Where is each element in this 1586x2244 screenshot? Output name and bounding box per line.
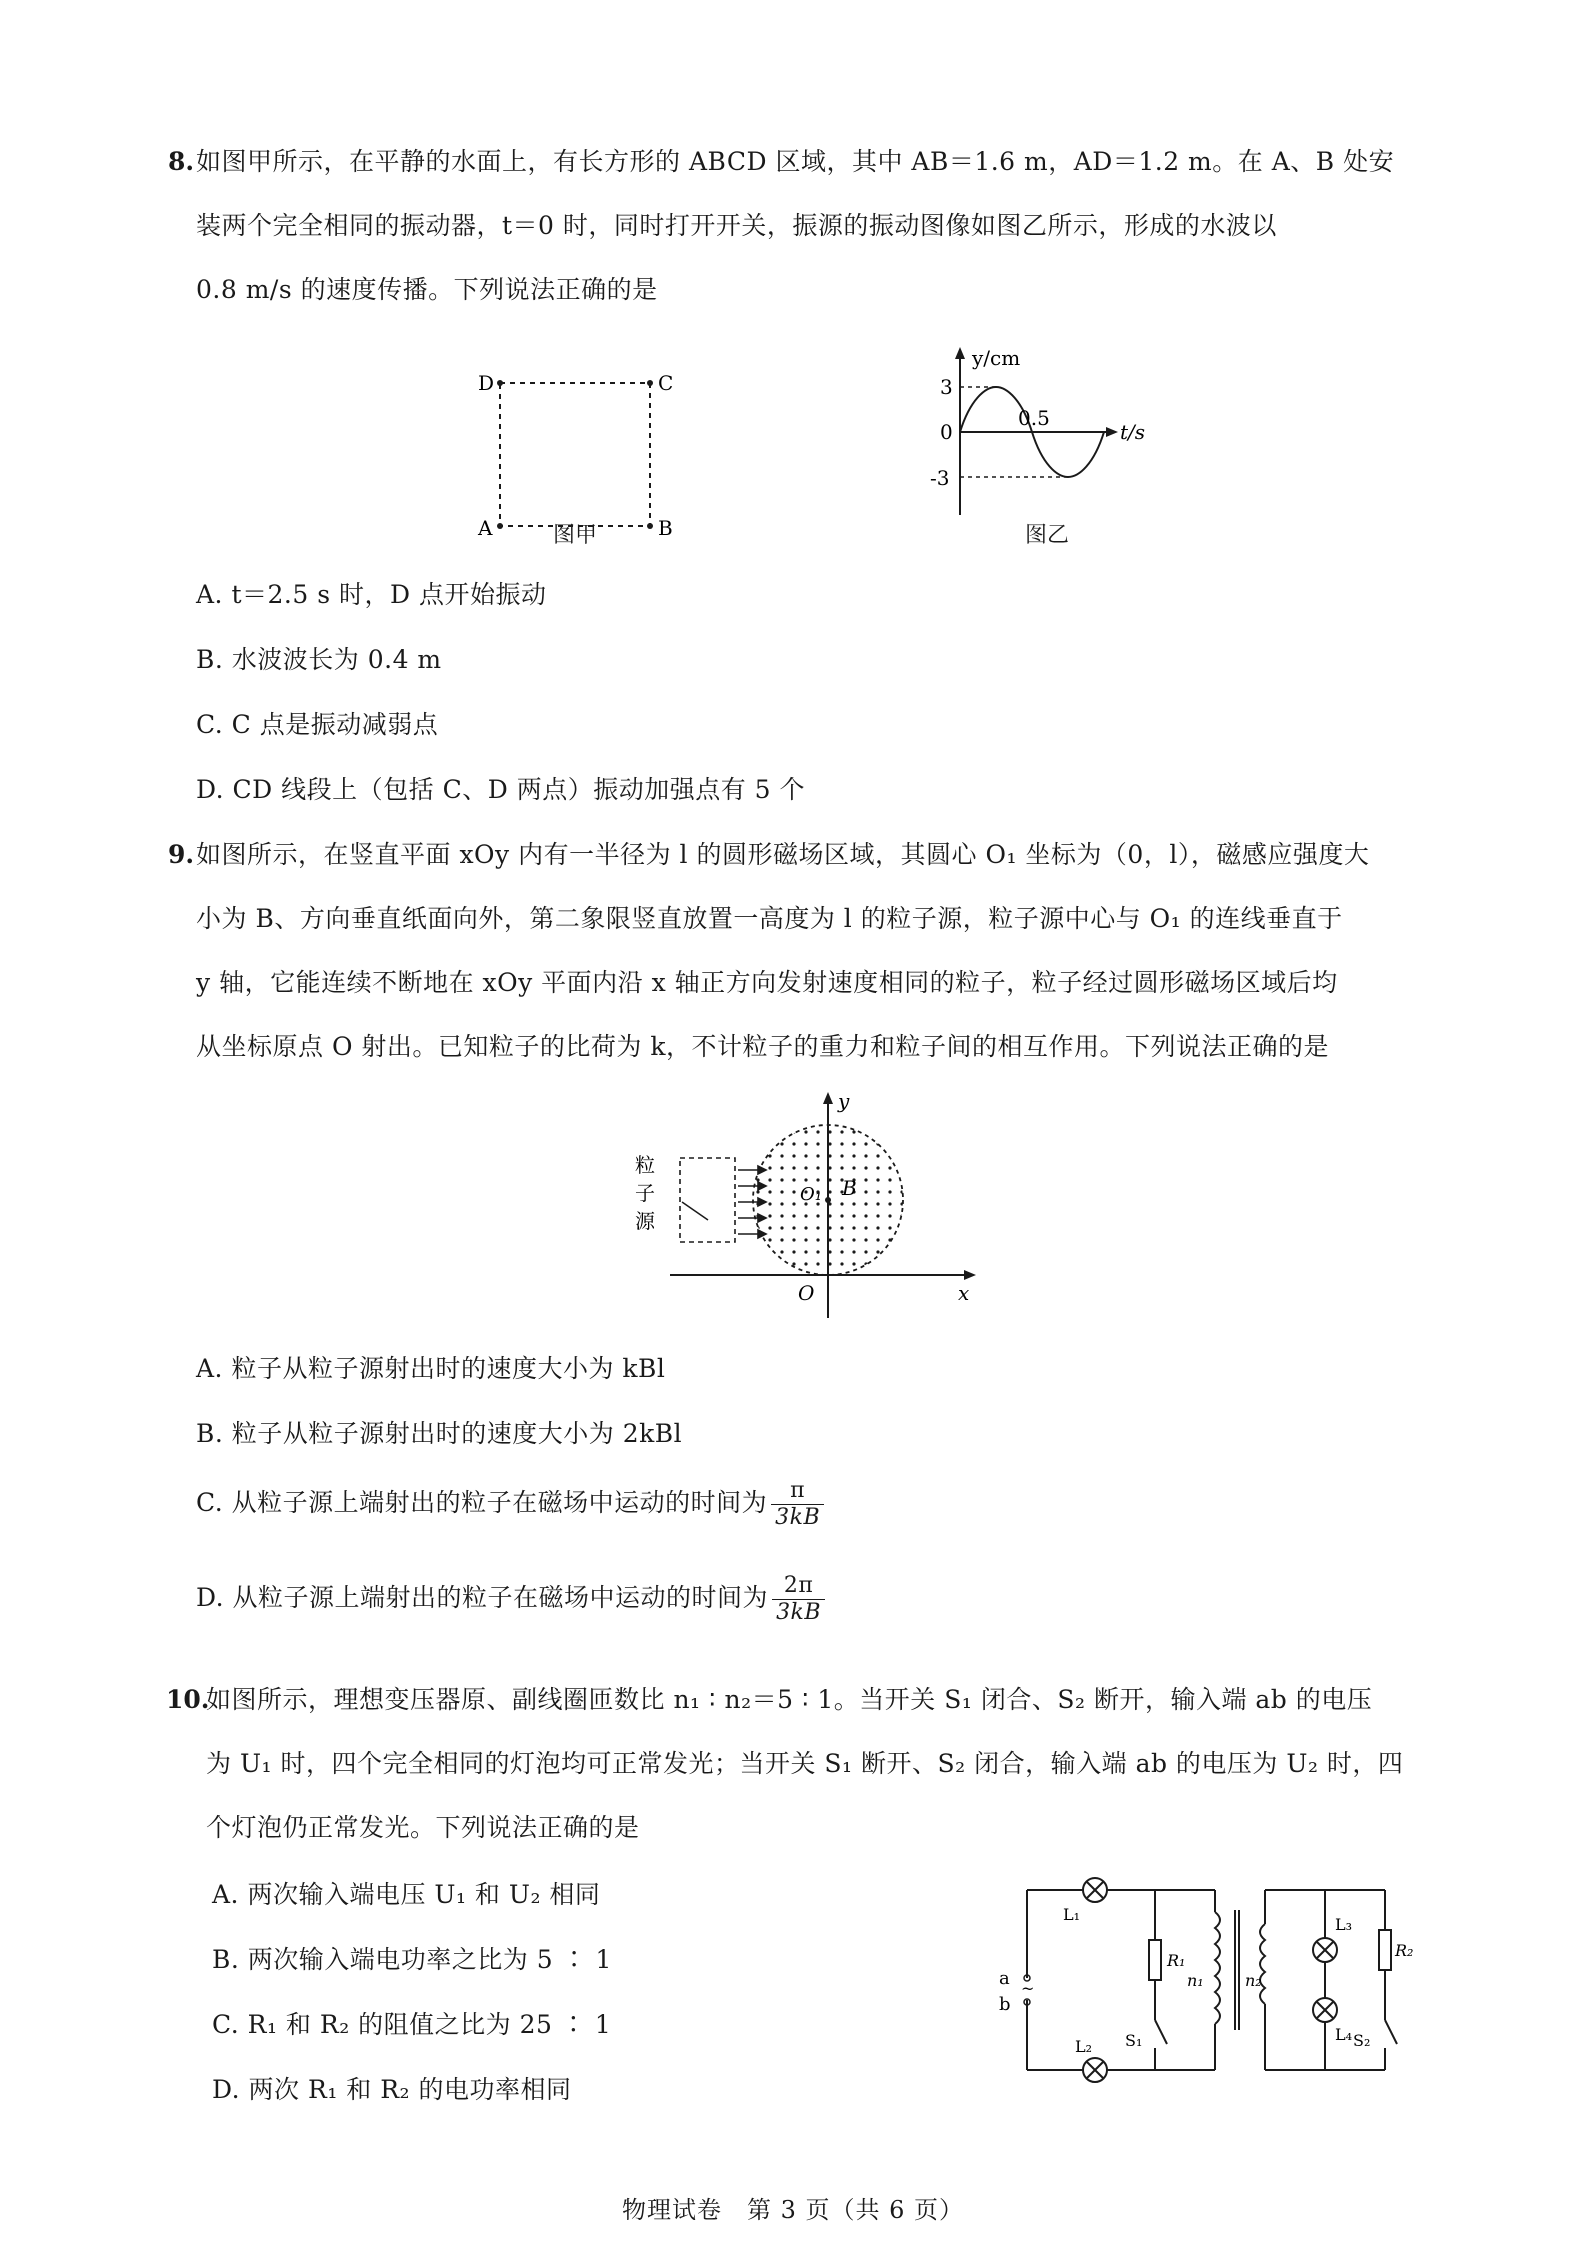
terminal-a: a: [999, 1968, 1010, 1989]
question-8-line-3: 0.8 m/s 的速度传播。下列说法正确的是: [196, 275, 658, 304]
q9-option-b: B. 粒子从粒子源射出时的速度大小为 2kBl: [196, 1419, 683, 1448]
label-R1: R₁: [1167, 1951, 1186, 1970]
question-10-number: 10.: [166, 1685, 210, 1714]
q9-option-d-numerator: 2π: [772, 1573, 825, 1600]
figure-jia-caption: 图甲: [553, 523, 598, 548]
question-9-line-1: 如图所示，在竖直平面 xOy 内有一半径为 l 的圆形磁场区域，其圆心 O₁ 坐标为（0，l），磁感应强度大: [196, 840, 1370, 869]
question-9-number: 9.: [168, 840, 195, 869]
q8-option-a: A. t＝2.5 s 时，D 点开始振动: [196, 580, 547, 609]
source-label-1: 粒: [635, 1153, 655, 1177]
q10-option-d: D. 两次 R₁ 和 R₂ 的电功率相同: [212, 2075, 572, 2104]
question-10-line-2: 为 U₁ 时，四个完全相同的灯泡均可正常发光；当开关 S₁ 断开、S₂ 闭合，输入端 ab 的电压为 U₂ 时，四: [206, 1749, 1404, 1778]
question-8-line-1: 如图甲所示，在平静的水面上，有长方形的 ABCD 区域，其中 AB＝1.6 m，AD＝1.2 m。在 A、B 处安: [196, 147, 1395, 176]
q9-option-c-numerator: π: [771, 1478, 824, 1505]
q9-option-c-denominator: 3kB: [775, 1505, 821, 1530]
label-B: B: [658, 516, 673, 540]
terminal-b: b: [999, 1994, 1011, 2015]
figure-magnetic-field: [620, 1090, 1000, 1320]
figure-transformer-circuit: [975, 1860, 1415, 2100]
figure-yi-wave: [900, 345, 1160, 525]
q9-option-c-fraction: [771, 1478, 824, 1531]
origin-label: O: [798, 1281, 815, 1305]
q8-option-c: C. C 点是振动减弱点: [196, 710, 439, 739]
label-D: D: [478, 371, 495, 395]
page-footer: 物理试卷 第 3 页（共 6 页）: [621, 2196, 965, 2224]
question-8-number: 8.: [168, 147, 195, 176]
q9-option-c-text: C. 从粒子源上端射出的粒子在磁场中运动的时间为: [196, 1488, 768, 1517]
wave-tick-top: 3: [940, 375, 953, 399]
wave-tick-x: 0.5: [1018, 406, 1050, 430]
wave-tick-bottom: -3: [930, 466, 950, 490]
q9-option-a: A. 粒子从粒子源射出时的速度大小为 kBl: [196, 1354, 666, 1383]
label-L3: L₃: [1335, 1915, 1353, 1934]
wave-tick-zero: 0: [940, 420, 953, 444]
wave-ylabel: y/cm: [972, 346, 1021, 370]
q9-option-d-denominator: 3kB: [776, 1600, 822, 1625]
axis-x-label: x: [958, 1281, 970, 1305]
q8-option-b: B. 水波波长为 0.4 m: [196, 645, 442, 674]
label-n2: n₂: [1245, 1971, 1262, 1990]
label-R2: R₂: [1395, 1941, 1414, 1960]
question-10-line-1: 如图所示，理想变压器原、副线圈匝数比 n₁ ∶ n₂＝5 ∶ 1。当开关 S₁ 闭合、S₂ 断开，输入端 ab 的电压: [206, 1685, 1373, 1714]
label-L4: L₄: [1335, 2025, 1353, 2044]
label-C: C: [658, 371, 674, 395]
q9-option-d: [196, 1573, 825, 1626]
q9-option-d-fraction: [772, 1573, 825, 1626]
source-label-2: 子: [635, 1181, 655, 1205]
q9-option-c: [196, 1478, 824, 1531]
q8-option-d: D. CD 线段上（包括 C、D 两点）振动加强点有 5 个: [196, 775, 806, 804]
q10-option-b: B. 两次输入端电功率之比为 5 ∶ 1: [212, 1945, 612, 1974]
figure-yi-caption: 图乙: [1025, 523, 1070, 548]
ac-symbol: ~: [1021, 1979, 1035, 1998]
label-n1: n₁: [1187, 1971, 1204, 1990]
q10-option-a: A. 两次输入端电压 U₁ 和 U₂ 相同: [212, 1880, 601, 1909]
question-9-line-2: 小为 B、方向垂直纸面向外，第二象限竖直放置一高度为 l 的粒子源，粒子源中心与 O₁ 的连线垂直于: [196, 904, 1343, 933]
q9-option-d-text: D. 从粒子源上端射出的粒子在磁场中运动的时间为: [196, 1583, 769, 1612]
question-9-line-4: 从坐标原点 O 射出。已知粒子的比荷为 k，不计粒子的重力和粒子间的相互作用。下列说法正确的是: [196, 1032, 1329, 1061]
q10-option-c: C. R₁ 和 R₂ 的阻值之比为 25 ∶ 1: [212, 2010, 612, 2039]
label-L2: L₂: [1075, 2037, 1093, 2056]
question-8-line-2: 装两个完全相同的振动器，t＝0 时，同时打开开关，振源的振动图像如图乙所示，形成的水波以: [196, 211, 1277, 240]
center-label: O₁: [800, 1184, 822, 1205]
label-S1: S₁: [1125, 2031, 1143, 2050]
question-9-line-3: y 轴，它能连续不断地在 xOy 平面内沿 x 轴正方向发射速度相同的粒子，粒子经过圆形磁场区域后均: [196, 968, 1338, 997]
axis-y-label: y: [838, 1090, 850, 1113]
label-S2: S₂: [1353, 2031, 1371, 2050]
field-label: B: [842, 1176, 857, 1200]
source-label-3: 源: [635, 1209, 655, 1233]
question-10-line-3: 个灯泡仍正常发光。下列说法正确的是: [206, 1813, 640, 1842]
wave-xlabel: t/s: [1120, 420, 1146, 444]
label-A: A: [478, 516, 493, 540]
label-L1: L₁: [1063, 1905, 1081, 1924]
